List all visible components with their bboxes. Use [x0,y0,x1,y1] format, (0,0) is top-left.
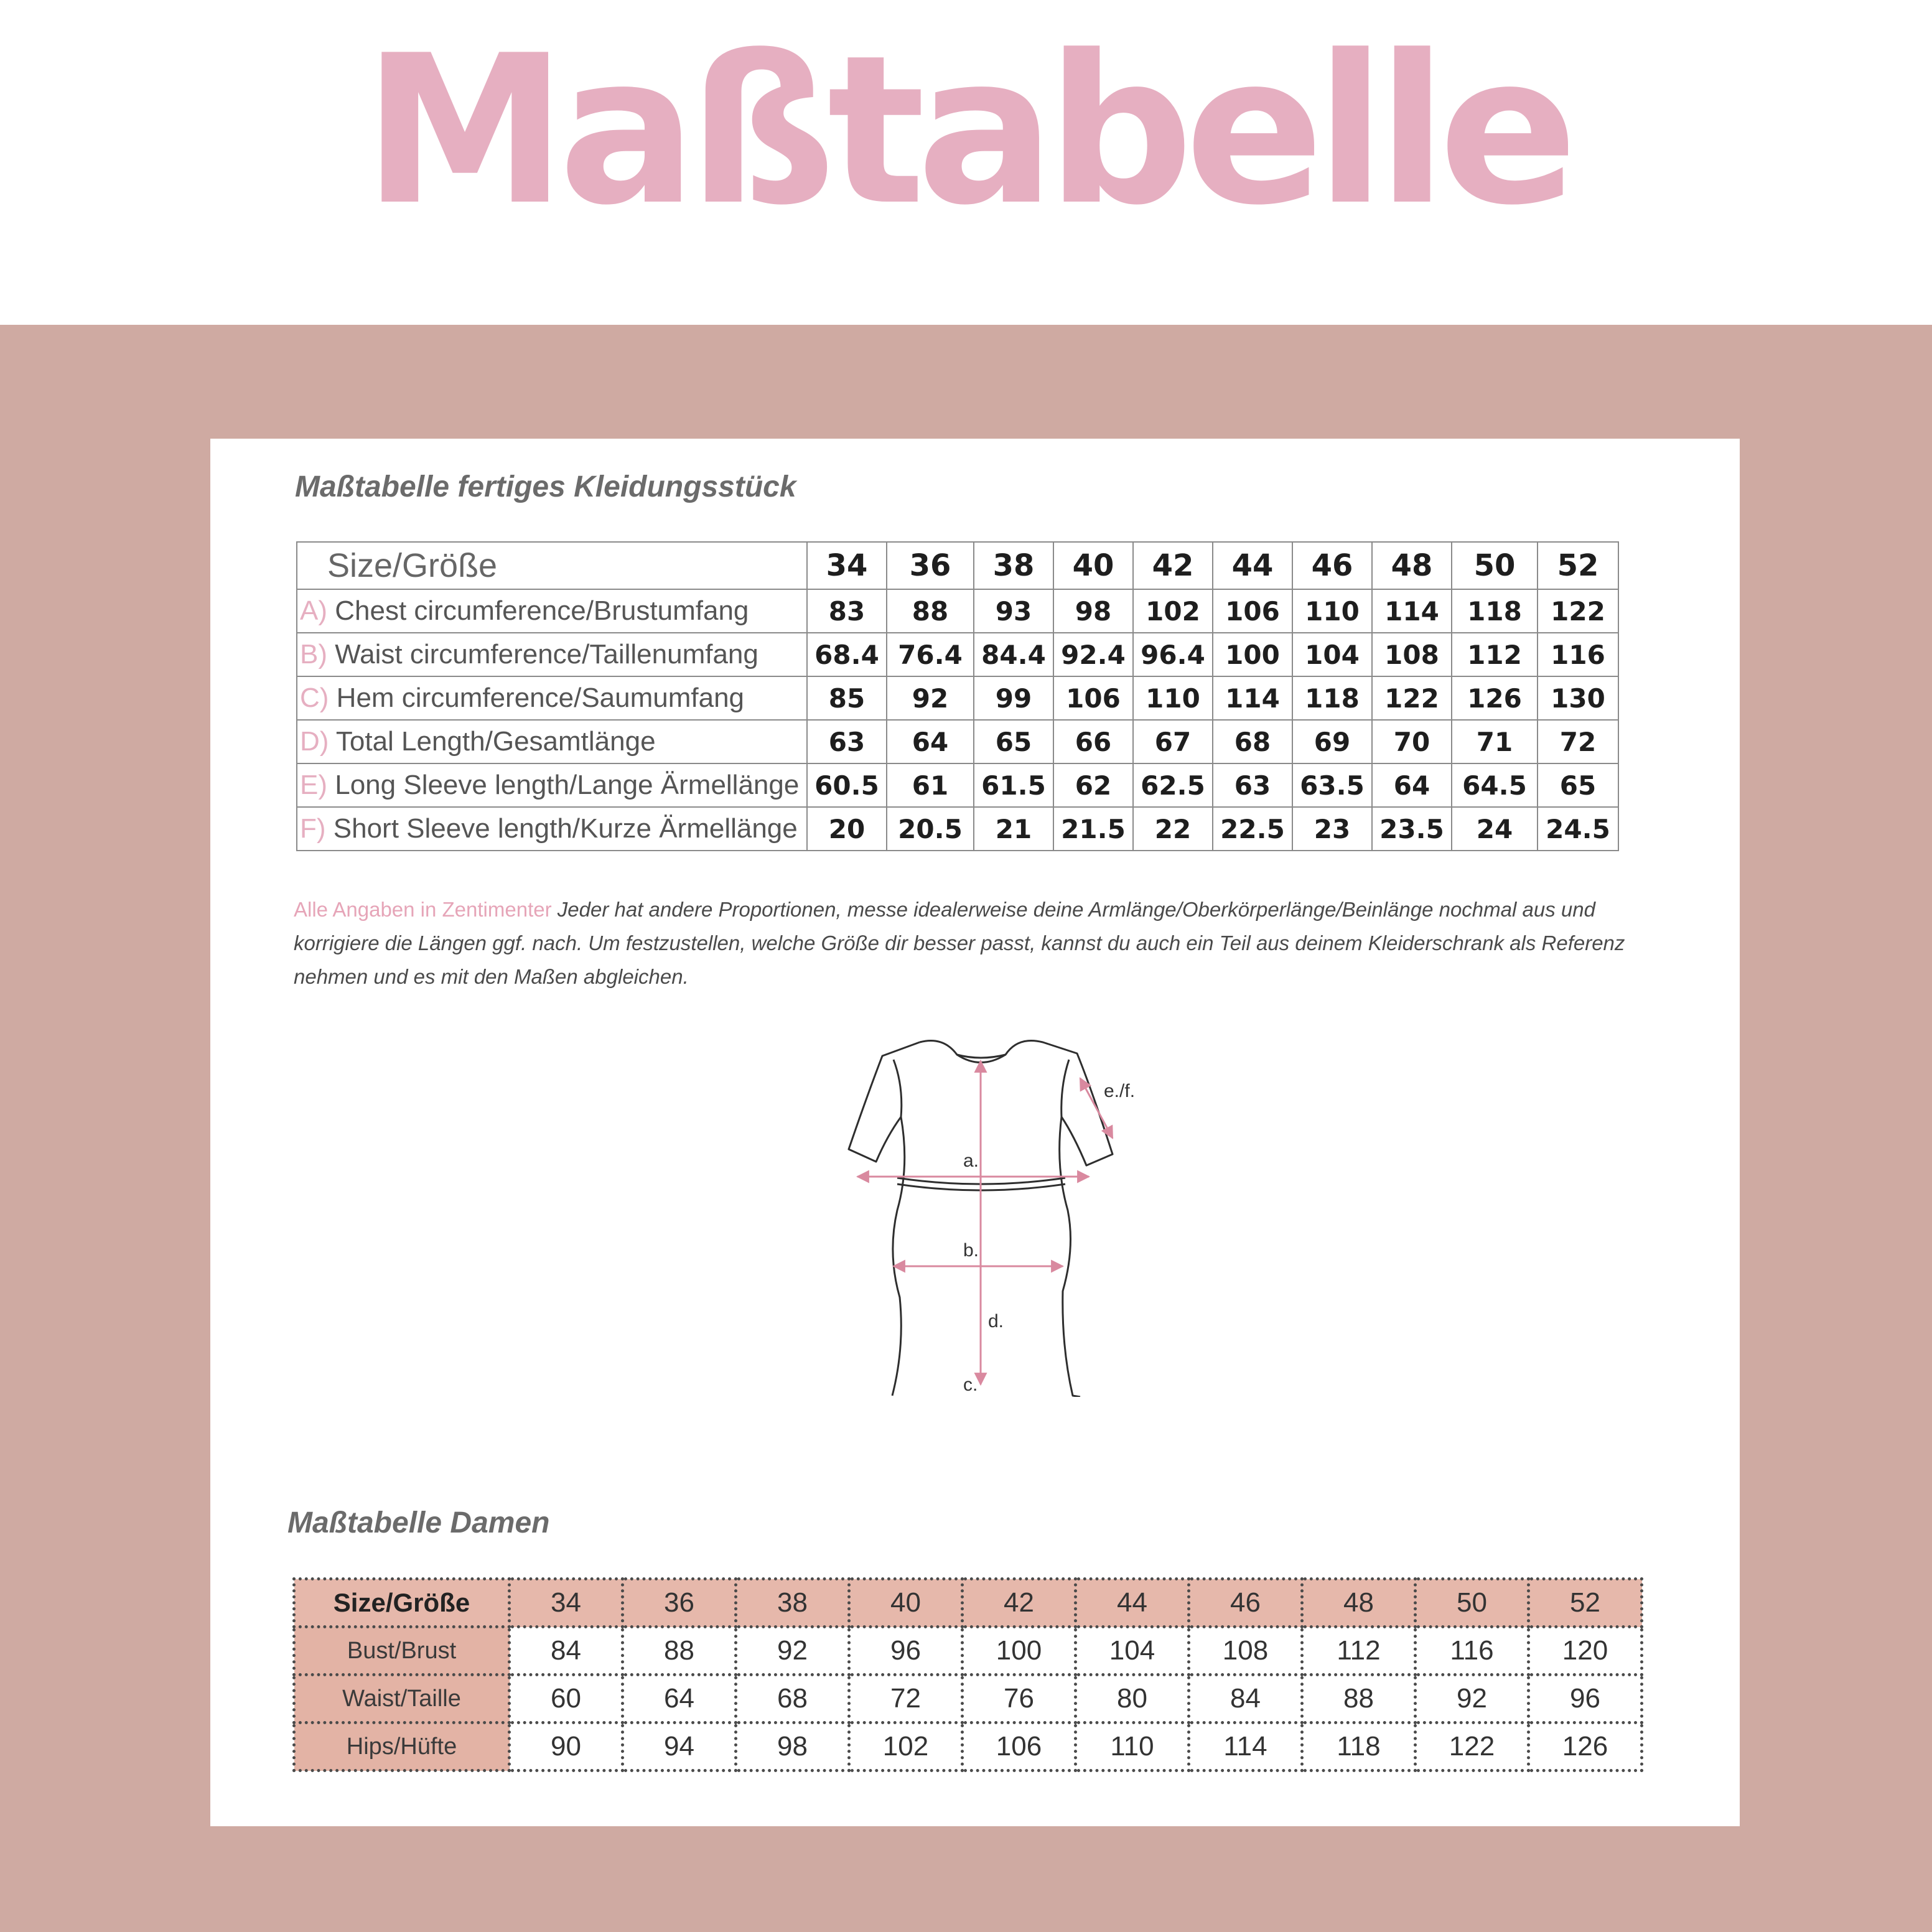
value-cell: 60.5 [807,763,887,807]
value-cell: 114 [1213,676,1292,720]
value-cell: 20.5 [887,807,974,851]
value-cell: 76 [963,1675,1076,1723]
note-units: Alle Angaben in Zentimenter [294,898,552,921]
value-cell: 68 [736,1675,849,1723]
value-cell: 84 [1189,1675,1302,1723]
label-d: d. [988,1311,1004,1332]
value-cell: 83 [807,589,887,633]
value-cell: 116 [1538,633,1618,676]
table-row [297,676,1618,720]
size-header-cell: 50 [1416,1579,1529,1627]
value-cell: 65 [1538,763,1618,807]
value-cell: 70 [1372,720,1452,763]
value-cell: 63.5 [1292,763,1372,807]
size-header-cell: 52 [1538,542,1618,589]
table-row [294,1627,1642,1675]
size-header-cell: 44 [1213,542,1292,589]
garment-size-table [296,541,1619,851]
label-a: a. [963,1150,979,1171]
size-header-cell: 46 [1292,542,1372,589]
row-label-text: Short Sleeve length/Kurze Ärmellänge [333,813,798,844]
value-cell: 62 [1053,763,1133,807]
value-cell: 88 [1302,1675,1416,1723]
value-cell: 98 [736,1723,849,1771]
row-label [297,720,807,763]
value-cell: 69 [1292,720,1372,763]
size-header-cell: 46 [1189,1579,1302,1627]
value-cell: 96 [1529,1675,1642,1723]
value-cell: 104 [1292,633,1372,676]
row-label [297,676,807,720]
value-cell: 64 [887,720,974,763]
label-ef: e./f. [1104,1081,1136,1101]
value-cell: 108 [1372,633,1452,676]
value-cell: 88 [623,1627,736,1675]
value-cell: 108 [1189,1627,1302,1675]
value-cell: 100 [963,1627,1076,1675]
label-b: b. [963,1240,979,1261]
value-cell: 102 [849,1723,963,1771]
value-cell: 130 [1538,676,1618,720]
size-header-cell: 38 [974,542,1053,589]
value-cell: 98 [1053,589,1133,633]
value-cell: 92 [1416,1675,1529,1723]
size-header-cell: 44 [1076,1579,1189,1627]
value-cell: 104 [1076,1627,1189,1675]
size-chart-card [210,439,1740,1826]
garment-table-title: Maßtabelle fertiges Kleidungsstück [295,470,796,503]
row-label: Bust/Brust [294,1627,510,1675]
size-header-cell: 36 [623,1579,736,1627]
value-cell: 110 [1076,1723,1189,1771]
value-cell: 110 [1133,676,1213,720]
value-cell: 65 [974,720,1053,763]
value-cell: 23 [1292,807,1372,851]
value-cell: 96 [849,1627,963,1675]
value-cell: 90 [510,1723,623,1771]
table-row [297,633,1618,676]
tshirt-diagram [794,1024,1155,1397]
value-cell: 110 [1292,589,1372,633]
value-cell: 21 [974,807,1053,851]
row-label-text: Long Sleeve length/Lange Ärmellänge [335,770,800,800]
row-label-text: Total Length/Gesamtlänge [335,726,656,757]
value-cell: 120 [1529,1627,1642,1675]
label-c: c. [963,1374,978,1395]
size-header-cell: 40 [849,1579,963,1627]
size-header-cell: 34 [510,1579,623,1627]
value-cell: 64 [1372,763,1452,807]
value-cell: 94 [623,1723,736,1771]
page-title: Maßtabelle [363,11,1569,250]
value-cell: 22 [1133,807,1213,851]
size-header-cell: 50 [1452,542,1538,589]
value-cell: 106 [1213,589,1292,633]
table-row [297,720,1618,763]
value-cell: 64.5 [1452,763,1538,807]
row-label [297,763,807,807]
value-cell: 92.4 [1053,633,1133,676]
row-letter: F) [300,813,326,844]
row-label-text: Waist circumference/Taillenumfang [335,639,758,670]
row-letter: C) [300,683,329,713]
value-cell: 100 [1213,633,1292,676]
value-cell: 92 [736,1627,849,1675]
value-cell: 118 [1292,676,1372,720]
size-header-cell: 38 [736,1579,849,1627]
value-cell: 122 [1372,676,1452,720]
value-cell: 92 [887,676,974,720]
row-label: Waist/Taille [294,1675,510,1723]
table-row [294,1675,1642,1723]
value-cell: 66 [1053,720,1133,763]
row-label-text: Chest circumference/Brustumfang [335,595,749,626]
value-cell: 84.4 [974,633,1053,676]
value-cell: 112 [1452,633,1538,676]
table-row [297,589,1618,633]
value-cell: 99 [974,676,1053,720]
value-cell: 24 [1452,807,1538,851]
value-cell: 22.5 [1213,807,1292,851]
value-cell: 61 [887,763,974,807]
measurement-note [294,893,1650,994]
value-cell: 71 [1452,720,1538,763]
row-letter: D) [300,726,329,757]
size-header-cell: 52 [1529,1579,1642,1627]
value-cell: 116 [1416,1627,1529,1675]
value-cell: 68 [1213,720,1292,763]
size-header-label: Size/Größe [297,542,807,589]
row-label [297,807,807,851]
size-header-label: Size/Größe [294,1579,510,1627]
size-header-cell: 48 [1372,542,1452,589]
value-cell: 80 [1076,1675,1189,1723]
value-cell: 102 [1133,589,1213,633]
value-cell: 112 [1302,1627,1416,1675]
value-cell: 62.5 [1133,763,1213,807]
women-size-table [292,1577,1643,1772]
value-cell: 63 [807,720,887,763]
row-label-text: Hem circumference/Saumumfang [336,683,745,713]
value-cell: 61.5 [974,763,1053,807]
value-cell: 88 [887,589,974,633]
value-cell: 20 [807,807,887,851]
table-row [297,763,1618,807]
value-cell: 106 [963,1723,1076,1771]
value-cell: 122 [1416,1723,1529,1771]
table-header-row [297,542,1618,589]
table-row [297,807,1618,851]
value-cell: 93 [974,589,1053,633]
value-cell: 114 [1372,589,1452,633]
size-header-cell: 34 [807,542,887,589]
women-table-title: Maßtabelle Damen [287,1506,550,1539]
value-cell: 76.4 [887,633,974,676]
value-cell: 64 [623,1675,736,1723]
note-text: Jeder hat andere Proportionen, messe idealerweise deine Armlänge/Oberkörperlänge/Beinlänge nochmal aus und korrigiere die Längen ggf. nach. Um festzustellen, welche Größe dir besser passt, kannst du auch ein Teil aus deinem Kleiderschrank als Referenz nehmen und es mit den Maßen abgleichen. [294,898,1625,988]
value-cell: 114 [1189,1723,1302,1771]
value-cell: 126 [1452,676,1538,720]
value-cell: 24.5 [1538,807,1618,851]
size-header-cell: 36 [887,542,974,589]
value-cell: 84 [510,1627,623,1675]
value-cell: 126 [1529,1723,1642,1771]
row-letter: A) [300,595,327,626]
size-header-cell: 48 [1302,1579,1416,1627]
size-header-cell: 40 [1053,542,1133,589]
value-cell: 72 [1538,720,1618,763]
header [0,0,1932,325]
value-cell: 122 [1538,589,1618,633]
value-cell: 67 [1133,720,1213,763]
row-label [297,589,807,633]
value-cell: 68.4 [807,633,887,676]
table-header-row [294,1579,1642,1627]
value-cell: 106 [1053,676,1133,720]
value-cell: 118 [1452,589,1538,633]
value-cell: 60 [510,1675,623,1723]
value-cell: 96.4 [1133,633,1213,676]
value-cell: 72 [849,1675,963,1723]
table-row [294,1723,1642,1771]
value-cell: 85 [807,676,887,720]
row-letter: E) [300,770,327,800]
size-header-cell: 42 [963,1579,1076,1627]
value-cell: 23.5 [1372,807,1452,851]
row-label [297,633,807,676]
value-cell: 118 [1302,1723,1416,1771]
row-label: Hips/Hüfte [294,1723,510,1771]
size-header-cell: 42 [1133,542,1213,589]
row-letter: B) [300,639,327,670]
value-cell: 21.5 [1053,807,1133,851]
value-cell: 63 [1213,763,1292,807]
